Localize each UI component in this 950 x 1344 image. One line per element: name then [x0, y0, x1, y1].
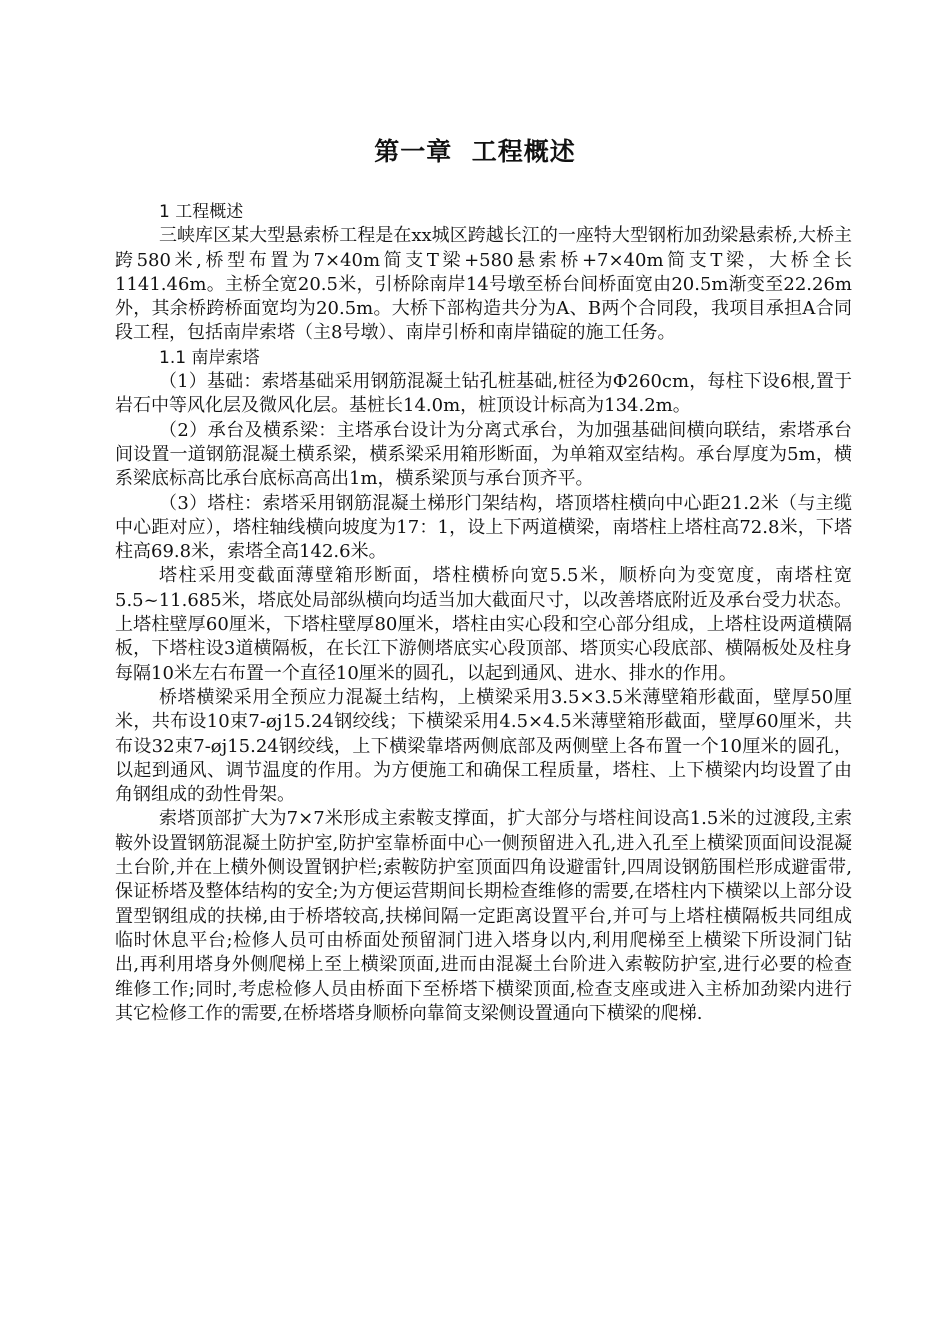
cap-beam-paragraph: （2）承台及横系梁：主塔承台设计为分离式承台，为加强基础间横向联结，索塔承台间设置一道钢筋混凝土横系梁，横系梁采用箱形断面，为单箱双室结构。承台厚度为5m，横系梁底标高比承台底标高高出1m，横系梁顶与承台顶齐平。 [115, 419, 852, 490]
foundation-paragraph: （1）基础：索塔基础采用钢筋混凝土钻孔桩基础,桩径为Φ260cm，每柱下设6根,置于岩石中等风化层及微风化层。基桩长14.0m，桩顶设计标高为134.2m。 [115, 371, 852, 417]
section-heading-1: 1 工程概述 [159, 202, 244, 222]
tower-top-paragraph: 索塔顶部扩大为7×7米形成主索鞍支撑面，扩大部分与塔柱间设高1.5米的过渡段,主索鞍外设置钢筋混凝土防护室,防护室靠桥面中心一侧预留进入孔,进入孔至上横梁顶面间设混凝土台阶,并在上横外侧设置钢护栏;索鞍防护室顶面四角设避雷针,四周设钢筋围栏形成避雷带,保证桥塔及整体结构的安全;为方便运营期间长期检查维修的需要,在塔柱内下横梁以上部分设置型钢组成的扶梯,由于桥塔较高,扶梯间隔一定距离设置平台,并可与上塔柱横隔板共同组成临时休息平台;检修人员可由桥面处预留洞门进入塔身以内,利用爬梯至上横梁下所设洞门钻出,再利用塔身外侧爬梯上至上横梁顶面,进而由混凝土台阶进入索鞍防护室,进行必要的检查维修工作;同时,考虑检修人员由桥面下至桥塔下横梁顶面,检查支座或进入主桥加劲梁内进行其它检修工作的需要,在桥塔塔身顺桥向靠简支梁侧设置通向下横梁的爬梯. [115, 808, 852, 1024]
overview-paragraph: 三峡库区某大型悬索桥工程是在xx城区跨越长江的一座特大型钢桁加劲梁悬索桥,大桥主跨580米,桥型布置为7×40m简支T梁+580悬索桥+7×40m简支T梁，大桥全长1141.46m。主桥全宽20.5米，引桥除南岸14号墩至桥台间桥面宽由20.5m渐变至22.26m外，其余桥跨桥面宽均为20.5m。大桥下部构造共分为A、B两个合同段，我项目承担A合同段工程，包括南岸索塔（主8号墩）、南岸引桥和南岸锚碇的施工任务。 [115, 225, 852, 344]
document-body [115, 200, 852, 1026]
section-heading-1-1: 1.1 南岸索塔 [159, 347, 260, 368]
chapter-title: 第一章 工程概述 [374, 137, 576, 166]
crossbeam-paragraph: 桥塔横梁采用全预应力混凝土结构，上横梁采用3.5×3.5米薄壁箱形截面，壁厚50厘米，共布设10束7-øj15.24钢绞线；下横梁采用4.5×4.5米薄壁箱形截面，壁厚60厘米，共布设32束7-øj15.24钢绞线，上下横梁靠塔两侧底部及两侧壁上各布置一个10厘米的圆孔，以起到通风、调节温度的作用。为方便施工和确保工程质量，塔柱、上下横梁内均设置了由角钢组成的劲性骨架。 [115, 686, 852, 806]
tower-column-paragraph: （3）塔柱：索塔采用钢筋混凝土梯形门架结构，塔顶塔柱横向中心距21.2米（与主缆中心距对应），塔柱轴线横向坡度为17：1，设上下两道横梁，南塔柱上塔柱高72.8米，下塔柱高69.8米，索塔全高142.6米。 [115, 492, 852, 563]
tower-section-paragraph: 塔柱采用变截面薄壁箱形断面，塔柱横桥向宽5.5米，顺桥向为变宽度，南塔柱宽5.5~11.685米，塔底处局部纵横向均适当加大截面尺寸，以改善塔底附近及承台受力状态。上塔柱壁厚60厘米，下塔柱壁厚80厘米，塔柱由实心段和空心部分组成，上塔柱设两道横隔板，下塔柱设3道横隔板，在长江下游侧塔底实心段顶部、塔顶实心段底部、横隔板处及柱身每隔10米左右布置一个直径10厘米的圆孔，以起到通风、进水、排水的作用。 [115, 565, 852, 684]
